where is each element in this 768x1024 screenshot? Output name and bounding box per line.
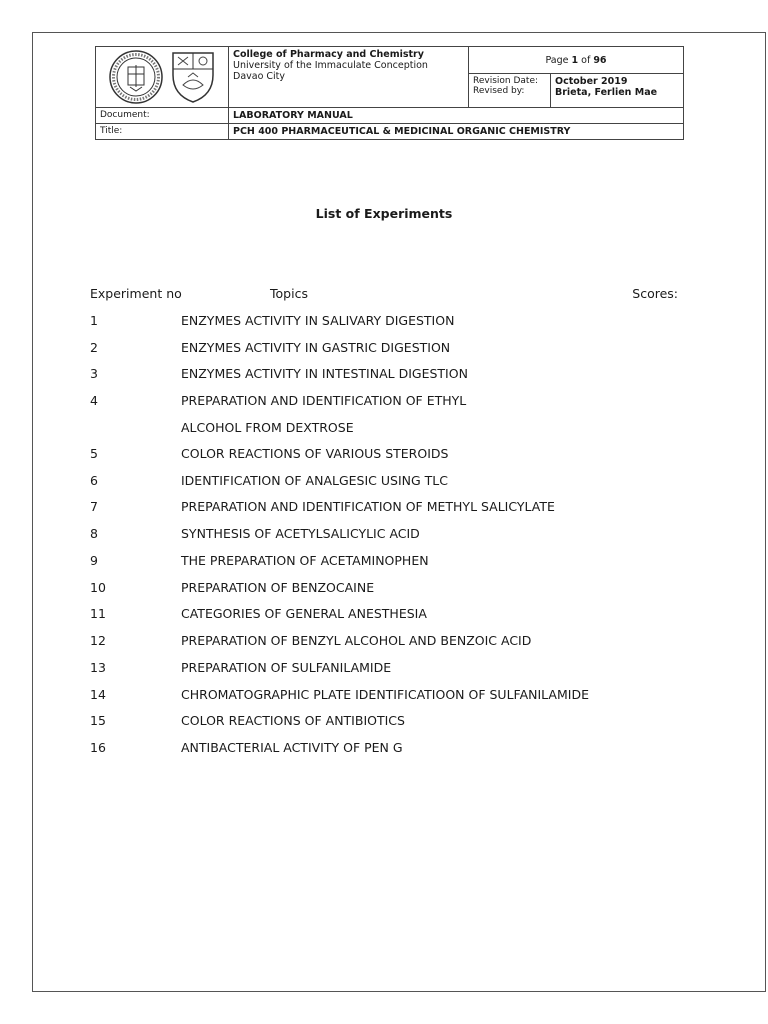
experiment-topic: CATEGORIES OF GENERAL ANESTHESIA <box>181 606 427 621</box>
experiment-topic: CHROMATOGRAPHIC PLATE IDENTIFICATIOON OF SULFANILAMIDE <box>181 687 589 702</box>
list-item <box>90 526 650 544</box>
list-item <box>90 313 650 331</box>
list-item <box>90 553 650 571</box>
university-seal-icon <box>108 49 164 105</box>
list-column-headers <box>90 286 678 304</box>
experiment-number: 1 <box>90 313 98 328</box>
list-heading: List of Experiments <box>315 206 453 221</box>
experiment-topic: THE PREPARATION OF ACETAMINOPHEN <box>181 553 429 568</box>
experiment-number: 11 <box>90 606 106 621</box>
list-item <box>90 366 650 384</box>
document-value: LABORATORY MANUAL <box>229 108 684 124</box>
list-item <box>90 340 650 358</box>
experiment-topic: COLOR REACTIONS OF VARIOUS STEROIDS <box>181 446 449 461</box>
list-item <box>90 393 650 411</box>
list-item <box>90 660 650 678</box>
scores-header: Scores: <box>632 286 678 301</box>
experiment-topic: ENZYMES ACTIVITY IN INTESTINAL DIGESTION <box>181 366 468 381</box>
topics-header: Topics <box>270 286 308 301</box>
list-item <box>90 740 650 758</box>
experiment-number: 13 <box>90 660 106 675</box>
experiment-topic: ENZYMES ACTIVITY IN SALIVARY DIGESTION <box>181 313 455 328</box>
revised-by: Brieta, Ferlien Mae <box>555 87 658 98</box>
experiment-no-header: Experiment no <box>90 286 182 301</box>
institution-cell <box>229 47 469 108</box>
list-item <box>90 420 650 438</box>
college-shield-icon <box>170 49 216 105</box>
experiment-number: 10 <box>90 580 106 595</box>
experiment-number: 9 <box>90 553 98 568</box>
experiment-topic: PREPARATION AND IDENTIFICATION OF ETHYL <box>181 393 467 408</box>
experiment-number: 7 <box>90 499 98 514</box>
page-total: 96 <box>593 54 607 66</box>
revision-values-cell <box>551 74 684 108</box>
experiment-topic: PREPARATION OF SULFANILAMIDE <box>181 660 392 675</box>
page-of: of <box>578 54 594 66</box>
experiment-number: 4 <box>90 393 98 408</box>
document-header-table <box>95 46 684 140</box>
title-value: PCH 400 PHARMACEUTICAL & MEDICINAL ORGANIC CHEMISTRY <box>229 124 684 140</box>
list-item <box>90 446 650 464</box>
experiment-number: 5 <box>90 446 98 461</box>
page-prefix: Page <box>545 54 572 66</box>
experiment-topic: ANTIBACTERIAL ACTIVITY OF PEN G <box>181 740 403 755</box>
experiment-topic: PREPARATION OF BENZYL ALCOHOL AND BENZOIC ACID <box>181 633 532 648</box>
document-label: Document: <box>96 108 229 124</box>
experiment-topic: PREPARATION AND IDENTIFICATION OF METHYL SALICYLATE <box>181 499 555 514</box>
list-item <box>90 633 650 651</box>
list-item <box>90 687 650 705</box>
experiment-topic: COLOR REACTIONS OF ANTIBIOTICS <box>181 713 405 728</box>
experiment-topic: ENZYMES ACTIVITY IN GASTRIC DIGESTION <box>181 340 451 355</box>
experiment-number: 2 <box>90 340 98 355</box>
page-number-cell <box>469 47 684 74</box>
list-item <box>90 606 650 624</box>
experiment-number: 3 <box>90 366 98 381</box>
page-current: 1 <box>571 54 579 66</box>
experiment-number: 16 <box>90 740 106 755</box>
logos-cell <box>96 47 229 108</box>
experiment-number: 8 <box>90 526 98 541</box>
list-item <box>90 580 650 598</box>
list-item <box>90 713 650 731</box>
experiment-number: 12 <box>90 633 106 648</box>
experiment-topic: ALCOHOL FROM DEXTROSE <box>181 420 354 435</box>
experiment-topic: IDENTIFICATION OF ANALGESIC USING TLC <box>181 473 448 488</box>
experiment-topic: SYNTHESIS OF ACETYLSALICYLIC ACID <box>181 526 420 541</box>
revision-date: October 2019 <box>555 76 628 87</box>
revision-date-label: Revision Date: <box>473 76 539 86</box>
experiment-number: 14 <box>90 687 106 702</box>
university-name: University of the Immaculate Conception <box>233 60 428 71</box>
title-label: Title: <box>96 124 229 140</box>
list-item <box>90 499 650 517</box>
list-item <box>90 473 650 491</box>
experiment-number: 15 <box>90 713 106 728</box>
college-name: College of Pharmacy and Chemistry <box>233 49 424 60</box>
revision-labels-cell <box>469 74 551 108</box>
revised-by-label: Revised by: <box>473 86 525 96</box>
experiment-topic: PREPARATION OF BENZOCAINE <box>181 580 375 595</box>
experiment-number: 6 <box>90 473 98 488</box>
city-name: Davao City <box>233 71 286 82</box>
